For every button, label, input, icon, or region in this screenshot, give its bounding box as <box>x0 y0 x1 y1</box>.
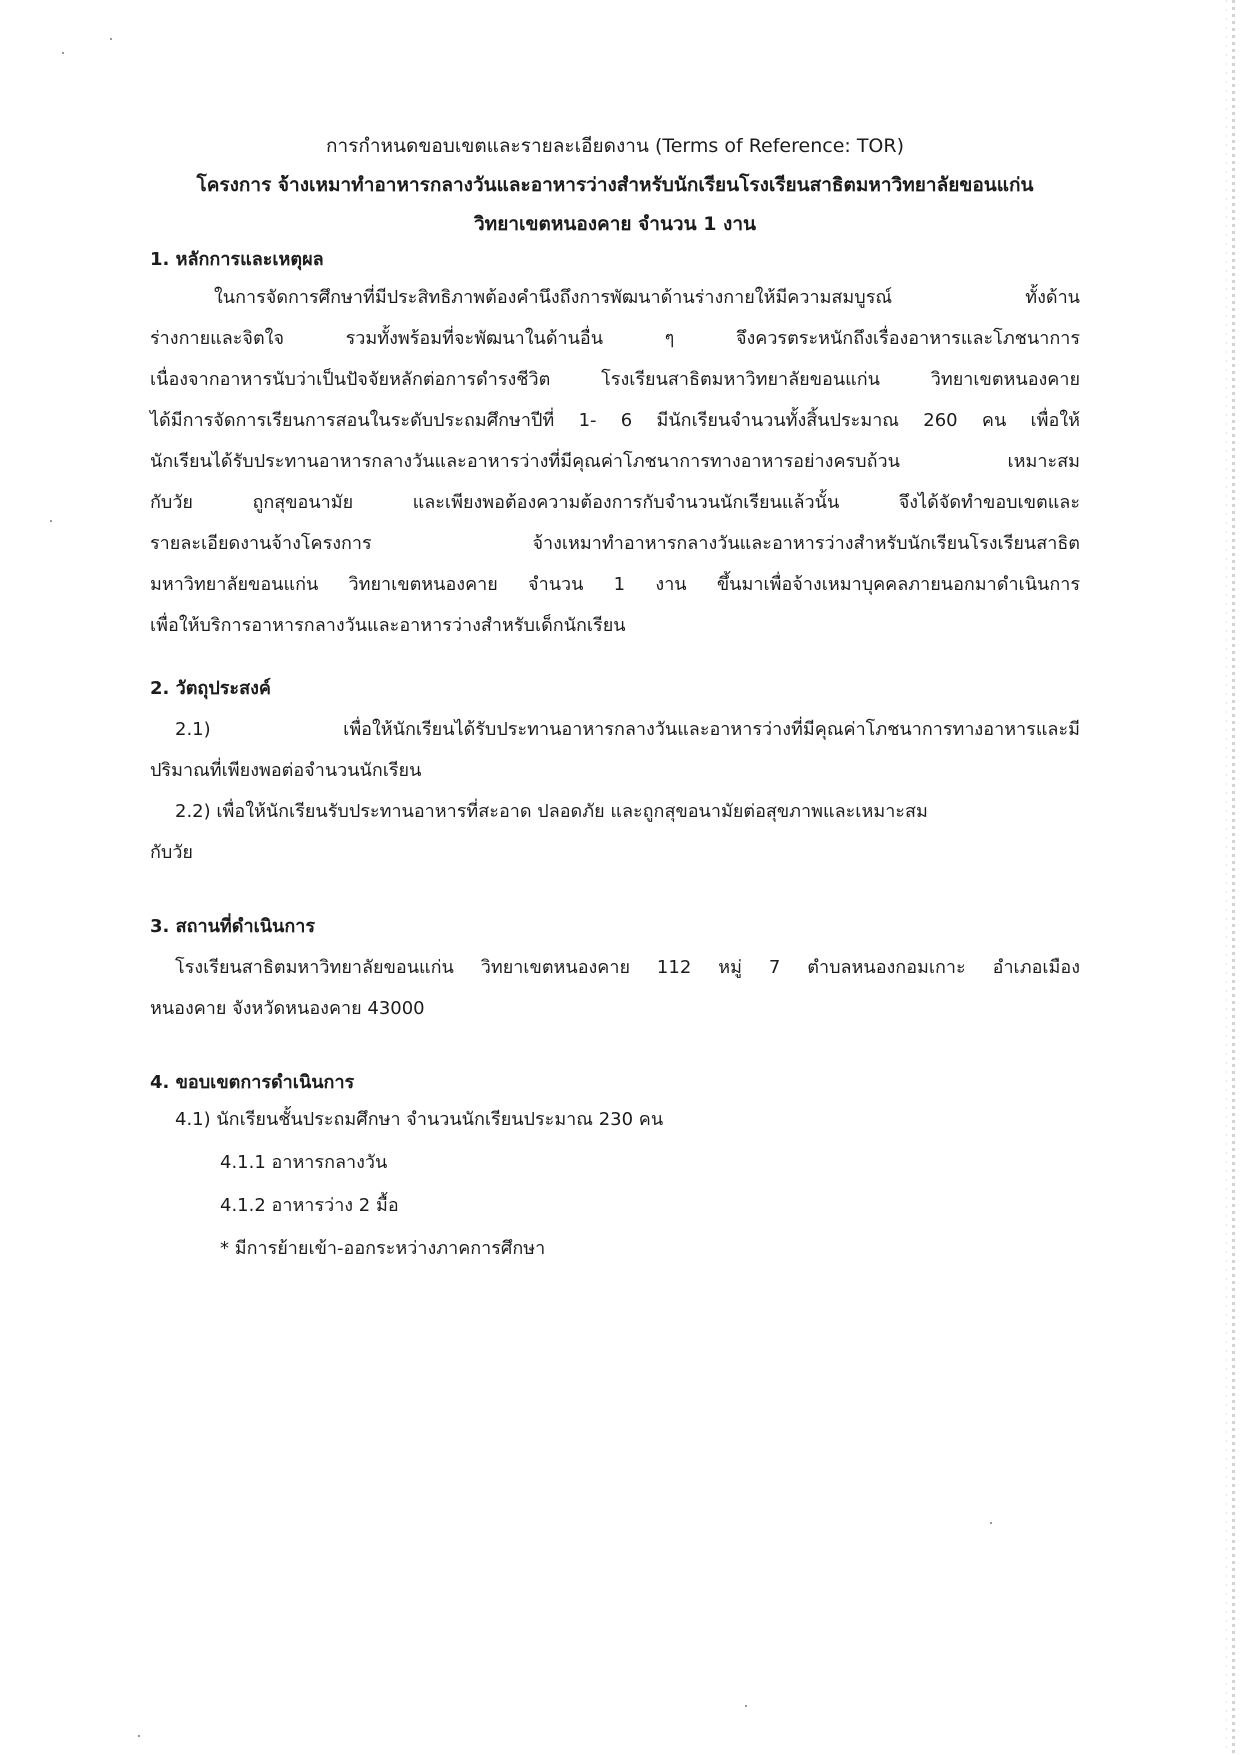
scan-speck <box>62 52 64 54</box>
section-3-heading: 3. สถานที่ดำเนินการ <box>150 916 316 937</box>
project-subtitle: วิทยาเขตหนองคาย จำนวน 1 งาน <box>474 213 756 235</box>
objective-item-continuation: กับวัย <box>150 842 193 863</box>
paragraph-line: เนื่องจากอาหารนับว่าเป็นปัจจัยหลักต่อการดำรงชีวิต โรงเรียนสาธิตมหาวิทยาลัยขอนแก่น วิทยาเขตหนองคาย <box>150 369 1080 390</box>
objective-item-continuation: ปริมาณที่เพียงพอต่อจำนวนนักเรียน <box>150 760 422 781</box>
location-address-continuation: หนองคาย จังหวัดหนองคาย 43000 <box>150 998 425 1019</box>
scan-speck <box>110 38 112 40</box>
scan-edge-artifact <box>1232 0 1235 1755</box>
paragraph-line: ร่างกายและจิตใจ รวมทั้งพร้อมที่จะพัฒนาในด้านอื่น ๆ จึงควรตระหนักถึงเรื่องอาหารและโภชนาการ <box>150 328 1080 349</box>
scope-item: 4.1) นักเรียนชั้นประถมศึกษา จำนวนนักเรียนประมาณ 230 คน <box>175 1109 664 1130</box>
paragraph-line: ได้มีการจัดการเรียนการสอนในระดับประถมศึกษาปีที่ 1- 6 มีนักเรียนจำนวนทั้งสิ้นประมาณ 260 คน เพื่อให้ <box>150 410 1080 431</box>
section-4-heading: 4. ขอบเขตการดำเนินการ <box>150 1072 355 1093</box>
scan-speck <box>50 520 52 522</box>
objective-item: 2.2) เพื่อให้นักเรียนรับประทานอาหารที่สะอาด ปลอดภัย และถูกสุขอนามัยต่อสุขภาพและเหมาะสม <box>175 801 928 822</box>
section-2-heading: 2. วัตถุประสงค์ <box>150 678 271 699</box>
document-title: การกำหนดขอบเขตและรายละเอียดงาน (Terms of Reference: TOR) <box>325 135 905 157</box>
scan-speck <box>138 1735 140 1737</box>
paragraph-line: ในการจัดการศึกษาที่มีประสิทธิภาพต้องคำนึงถึงการพัฒนาด้านร่างกายให้มีความสมบูรณ์ ทั้งด้าน <box>214 287 1080 308</box>
location-address: โรงเรียนสาธิตมหาวิทยาลัยขอนแก่น วิทยาเขตหนองคาย 112 หมู่ 7 ตำบลหนองกอมเกาะ อำเภอเมือง <box>175 957 1080 978</box>
paragraph-line: นักเรียนได้รับประทานอาหารกลางวันและอาหารว่างที่มีคุณค่าโภชนาการทางอาหารอย่างครบถ้วน เหมาะสม <box>150 451 1080 472</box>
paragraph-line: รายละเอียดงานจ้างโครงการ จ้างเหมาทำอาหารกลางวันและอาหารว่างสำหรับนักเรียนโรงเรียนสาธิต <box>150 533 1080 554</box>
paragraph-line: เพื่อให้บริการอาหารกลางวันและอาหารว่างสำหรับเด็กนักเรียน <box>150 615 626 636</box>
document-body <box>150 135 1080 1260</box>
paragraph-line: กับวัย ถูกสุขอนามัย และเพียงพอต้องความต้องการกับจำนวนนักเรียนแล้วนั้น จึงได้จัดทำขอบเขตและ <box>150 492 1080 513</box>
section-1-paragraph <box>150 287 1080 637</box>
scope-note: * มีการย้ายเข้า-ออกระหว่างภาคการศึกษา <box>220 1238 546 1259</box>
scan-edge-artifact-inner <box>1226 0 1227 1755</box>
project-title: โครงการ จ้างเหมาทำอาหารกลางวันและอาหารว่างสำหรับนักเรียนโรงเรียนสาธิตมหาวิทยาลัยขอนแก่น <box>196 174 1034 196</box>
paragraph-line: มหาวิทยาลัยขอนแก่น วิทยาเขตหนองคาย จำนวน 1 งาน ขึ้นมาเพื่อจ้างเหมาบุคคลภายนอกมาดำเนินการ <box>150 574 1080 595</box>
scope-subitem: 4.1.1 อาหารกลางวัน <box>220 1152 388 1173</box>
scan-speck <box>990 1522 992 1524</box>
objective-item: 2.1) เพื่อให้นักเรียนได้รับประทานอาหารกลางวันและอาหารว่างที่มีคุณค่าโภชนาการทางอาหารและมี <box>175 719 1080 740</box>
scan-speck <box>745 1705 747 1707</box>
scope-subitem: 4.1.2 อาหารว่าง 2 มื้อ <box>220 1195 399 1216</box>
section-1-heading: 1. หลักการและเหตุผล <box>150 249 324 270</box>
